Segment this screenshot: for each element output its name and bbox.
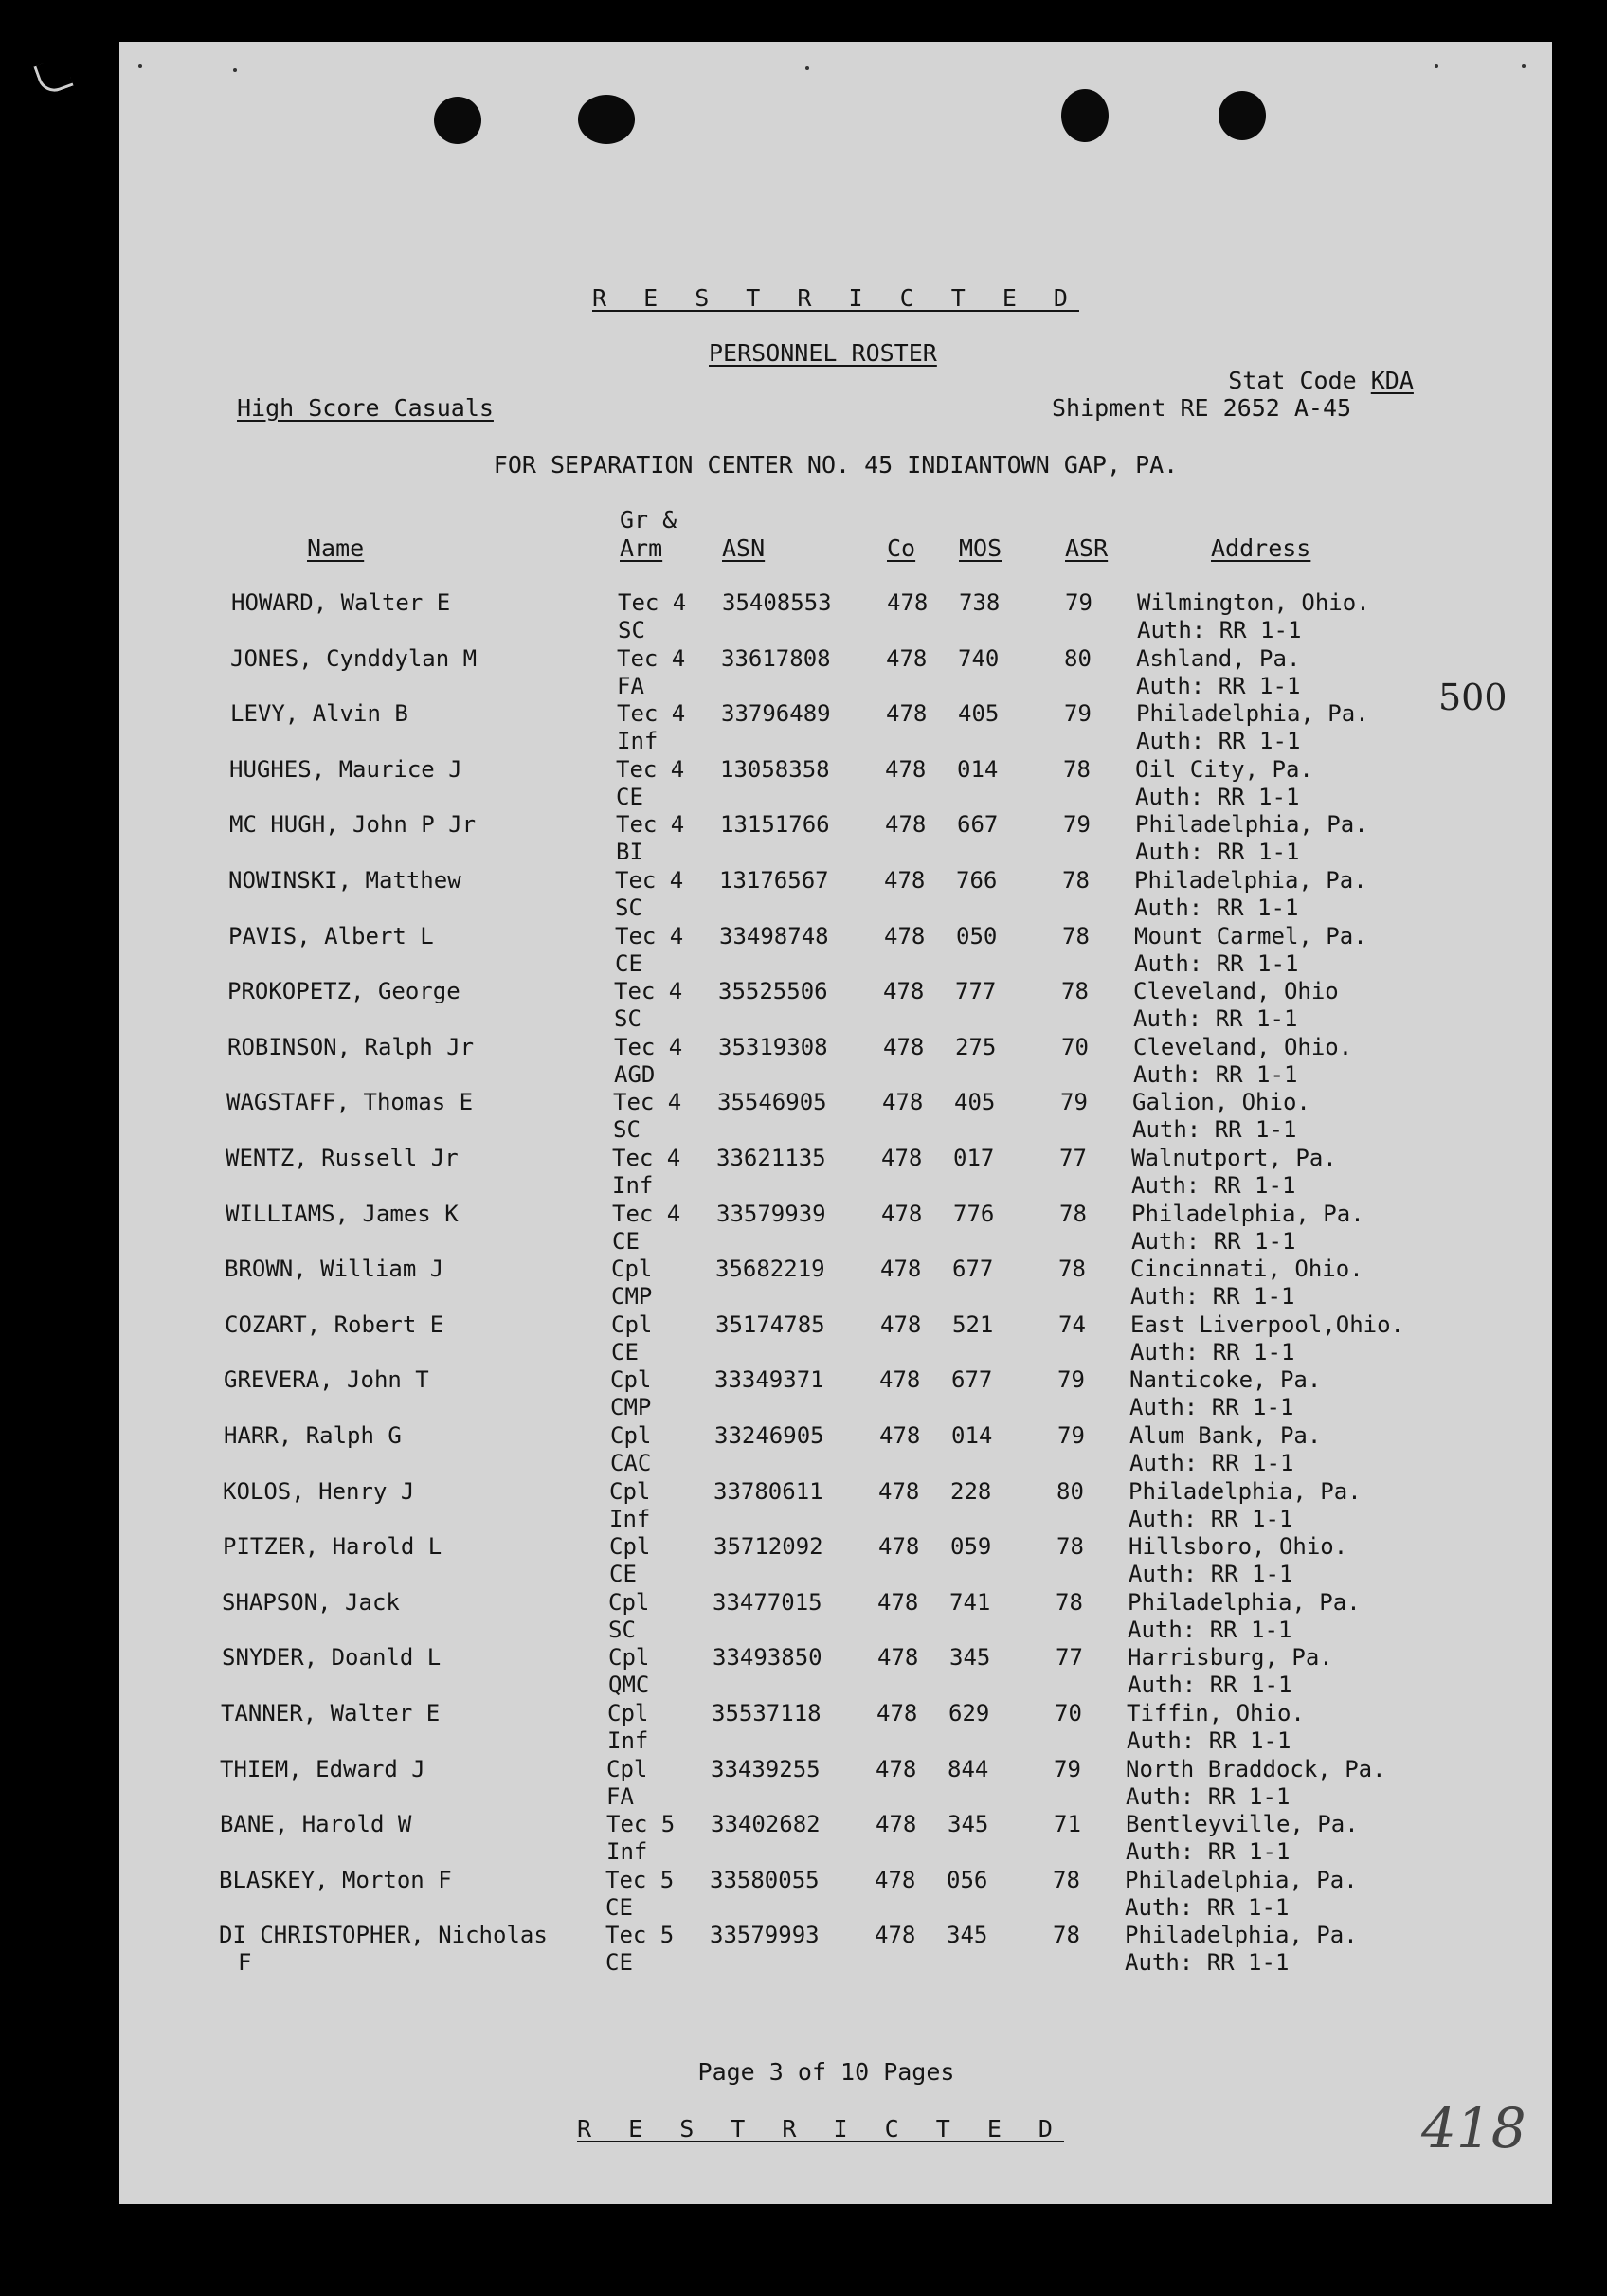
row-auth: Auth: RR 1-1 <box>1131 1172 1296 1199</box>
row-auth: Auth: RR 1-1 <box>1134 949 1299 977</box>
row-mos: 017 <box>953 1145 995 1171</box>
row-co: 478 <box>878 1477 920 1505</box>
row-mos: 766 <box>956 867 998 894</box>
row-address: Cleveland, Ohio <box>1133 978 1339 1005</box>
col-address: Address <box>1211 534 1311 562</box>
row-name: MC HUGH, John P Jr <box>229 811 477 839</box>
row-asr: 80 <box>1064 644 1092 672</box>
destination-line: FOR SEPARATION CENTER NO. 45 INDIANTOWN GAP, PA. <box>493 451 1179 479</box>
row-asn: 33498748 <box>719 922 829 949</box>
row-auth: Auth: RR 1-1 <box>1129 1505 1293 1532</box>
row-arm: FA <box>617 672 644 699</box>
row-address: East Liverpool,Ohio. <box>1130 1311 1404 1338</box>
row-asr: 71 <box>1054 1811 1081 1838</box>
row-address: Cleveland, Ohio. <box>1133 1033 1353 1060</box>
row-auth: Auth: RR 1-1 <box>1133 1060 1298 1088</box>
row-asr: 78 <box>1062 867 1090 894</box>
row-grade: Tec 4 <box>614 1033 683 1060</box>
row-address: Alum Bank, Pa. <box>1129 1422 1322 1449</box>
row-grade: Cpl <box>609 1533 651 1561</box>
row-asn: 35174785 <box>715 1311 825 1338</box>
row-name: THIEM, Edward J <box>220 1755 425 1782</box>
table-row <box>119 1422 1552 1477</box>
row-asr: 79 <box>1054 1755 1081 1782</box>
row-grade: Cpl <box>610 1366 652 1394</box>
stamped-number: 500 <box>1438 677 1508 718</box>
col-asr: ASR <box>1065 534 1109 562</box>
row-co: 478 <box>880 1256 922 1283</box>
paper-speck <box>138 64 142 68</box>
row-arm: Inf <box>606 1838 648 1866</box>
roster-title: PERSONNEL ROSTER <box>709 339 937 367</box>
row-co: 478 <box>884 867 926 894</box>
row-asn: 33402682 <box>711 1811 821 1838</box>
row-name: KOLOS, Henry J <box>223 1477 415 1505</box>
table-row <box>119 978 1552 1033</box>
row-co: 478 <box>881 1200 923 1227</box>
row-asr: 79 <box>1060 1089 1088 1116</box>
row-co: 478 <box>886 700 928 728</box>
roster-page <box>119 42 1552 2204</box>
row-grade: Tec 4 <box>615 922 684 949</box>
row-asr: 78 <box>1056 1588 1083 1616</box>
stat-code-label: Stat Code <box>1228 367 1357 394</box>
row-grade: Tec 4 <box>616 755 685 783</box>
row-auth: Auth: RR 1-1 <box>1128 1672 1292 1699</box>
row-address: Walnutport, Pa. <box>1131 1145 1337 1171</box>
row-address: Hillsboro, Ohio. <box>1129 1533 1348 1561</box>
row-arm: Inf <box>612 1172 654 1199</box>
row-name-continued: F <box>238 1949 252 1977</box>
table-row <box>119 1366 1552 1421</box>
row-mos: 275 <box>955 1033 997 1060</box>
row-mos: 740 <box>958 644 1000 672</box>
row-asr: 78 <box>1056 1533 1084 1561</box>
row-arm: SC <box>613 1116 641 1144</box>
row-asr: 77 <box>1059 1145 1087 1171</box>
row-asr: 78 <box>1053 1922 1080 1949</box>
row-address: Philadelphia, Pa. <box>1125 1922 1358 1949</box>
row-grade: Tec 5 <box>605 1922 675 1949</box>
row-asn: 35408553 <box>722 589 832 616</box>
punch-hole <box>434 97 481 144</box>
page-indicator: Page 3 of 10 Pages <box>697 2058 955 2086</box>
row-mos: 345 <box>949 1644 991 1672</box>
table-row <box>119 700 1552 755</box>
row-auth: Auth: RR 1-1 <box>1126 1838 1291 1866</box>
row-co: 478 <box>875 1922 916 1949</box>
row-co: 478 <box>881 1145 923 1171</box>
row-mos: 844 <box>948 1755 989 1782</box>
row-name: BANE, Harold W <box>220 1811 412 1838</box>
row-co: 478 <box>883 1033 925 1060</box>
row-auth: Auth: RR 1-1 <box>1127 1727 1291 1754</box>
row-asn: 35712092 <box>713 1533 823 1561</box>
row-grade: Cpl <box>608 1588 650 1616</box>
row-asr: 70 <box>1061 1033 1089 1060</box>
row-auth: Auth: RR 1-1 <box>1134 895 1299 921</box>
row-grade: Tec 4 <box>615 867 684 894</box>
row-mos: 741 <box>949 1588 991 1616</box>
row-auth: Auth: RR 1-1 <box>1137 617 1302 643</box>
row-co: 478 <box>880 1311 922 1338</box>
row-name: WAGSTAFF, Thomas E <box>226 1089 474 1116</box>
table-row <box>119 1756 1552 1811</box>
stat-code-value: KDA <box>1370 367 1414 394</box>
table-row <box>119 1589 1552 1644</box>
row-grade: Tec 4 <box>612 1145 681 1171</box>
row-auth: Auth: RR 1-1 <box>1130 1283 1295 1311</box>
row-address: Philadelphia, Pa. <box>1128 1588 1361 1616</box>
row-name: COZART, Robert E <box>225 1311 444 1338</box>
row-mos: 056 <box>947 1866 988 1893</box>
table-row <box>119 1089 1552 1144</box>
row-address: Oil City, Pa. <box>1135 755 1313 783</box>
row-name: SHAPSON, Jack <box>222 1588 400 1616</box>
row-asn: 35525506 <box>718 978 828 1005</box>
row-co: 478 <box>879 1422 921 1449</box>
row-arm: SC <box>614 1005 641 1033</box>
row-grade: Tec 4 <box>613 1089 682 1116</box>
table-row <box>119 1311 1552 1366</box>
paper-speck <box>1435 64 1438 68</box>
row-co: 478 <box>877 1588 919 1616</box>
row-arm: AGD <box>614 1060 656 1088</box>
row-address: Philadelphia, Pa. <box>1134 867 1367 894</box>
col-name: Name <box>307 534 365 562</box>
row-mos: 405 <box>954 1089 996 1116</box>
row-co: 478 <box>884 922 926 949</box>
table-row <box>119 1478 1552 1533</box>
row-name: LEVY, Alvin B <box>230 700 408 728</box>
row-asn: 35537118 <box>712 1700 822 1727</box>
row-co: 478 <box>876 1755 917 1782</box>
row-arm: SC <box>615 895 642 921</box>
row-asr: 70 <box>1055 1700 1082 1727</box>
row-address: Philadelphia, Pa. <box>1136 700 1369 728</box>
row-asn: 13151766 <box>720 811 830 839</box>
row-name: PAVIS, Albert L <box>228 922 434 949</box>
row-address: Ashland, Pa. <box>1136 644 1301 672</box>
row-asn: 33796489 <box>721 700 831 728</box>
row-address: Galion, Ohio. <box>1132 1089 1310 1116</box>
table-row <box>119 756 1552 811</box>
row-co: 478 <box>887 589 929 616</box>
row-name: WILLIAMS, James K <box>226 1200 459 1227</box>
row-name: BROWN, William J <box>225 1256 444 1283</box>
row-grade: Cpl <box>610 1422 652 1449</box>
row-address: Philadelphia, Pa. <box>1125 1866 1358 1893</box>
row-grade: Tec 4 <box>617 700 686 728</box>
row-asn: 33621135 <box>716 1145 826 1171</box>
row-auth: Auth: RR 1-1 <box>1132 1116 1297 1144</box>
group-label: High Score Casuals <box>237 394 494 422</box>
row-asr: 77 <box>1056 1644 1083 1672</box>
row-name: NOWINSKI, Matthew <box>228 867 461 894</box>
row-arm: CE <box>615 949 642 977</box>
row-asr: 78 <box>1061 978 1089 1005</box>
row-asr: 80 <box>1056 1477 1084 1505</box>
row-address: Philadelphia, Pa. <box>1131 1200 1364 1227</box>
row-mos: 777 <box>955 978 997 1005</box>
row-mos: 677 <box>952 1256 994 1283</box>
row-arm: CE <box>605 1949 633 1977</box>
row-asr: 79 <box>1063 811 1091 839</box>
row-grade: Cpl <box>609 1477 651 1505</box>
row-mos: 677 <box>951 1366 993 1394</box>
table-row <box>119 1922 1552 1977</box>
row-mos: 629 <box>948 1700 990 1727</box>
row-co: 478 <box>876 1700 918 1727</box>
row-asr: 78 <box>1063 755 1091 783</box>
row-asn: 35546905 <box>717 1089 827 1116</box>
row-address: Wilmington, Ohio. <box>1137 589 1370 616</box>
row-grade: Cpl <box>608 1644 650 1672</box>
col-asn: ASN <box>722 534 766 562</box>
row-grade: Tec 4 <box>616 811 685 839</box>
row-address: Bentleyville, Pa. <box>1126 1811 1359 1838</box>
row-auth: Auth: RR 1-1 <box>1136 672 1301 699</box>
row-grade: Tec 5 <box>606 1811 676 1838</box>
row-arm: CE <box>609 1561 637 1588</box>
row-asn: 33439255 <box>711 1755 821 1782</box>
row-arm: Inf <box>617 728 659 755</box>
row-name: BLASKEY, Morton F <box>219 1866 452 1893</box>
row-mos: 014 <box>951 1422 993 1449</box>
row-name: HOWARD, Walter E <box>231 589 451 616</box>
row-auth: Auth: RR 1-1 <box>1128 1616 1292 1643</box>
table-row <box>119 589 1552 644</box>
punch-hole <box>1219 91 1266 140</box>
row-asn: 33246905 <box>714 1422 824 1449</box>
row-grade: Cpl <box>611 1256 653 1283</box>
table-row <box>119 1867 1552 1922</box>
row-mos: 776 <box>953 1200 995 1227</box>
row-asn: 33493850 <box>713 1644 822 1672</box>
row-name: GREVERA, John T <box>224 1366 429 1394</box>
row-auth: Auth: RR 1-1 <box>1135 783 1300 810</box>
row-asn: 33349371 <box>714 1366 824 1394</box>
row-arm: CAC <box>610 1450 652 1476</box>
row-asr: 79 <box>1064 700 1092 728</box>
row-arm: SC <box>618 617 645 643</box>
paper-speck <box>233 68 237 72</box>
row-name: SNYDER, Doanld L <box>222 1644 442 1672</box>
row-arm: Inf <box>607 1727 649 1754</box>
row-auth: Auth: RR 1-1 <box>1129 1561 1293 1588</box>
row-arm: CE <box>612 1227 640 1255</box>
classification-header: R E S T R I C T E D <box>592 284 1079 312</box>
col-grade-bottom: Arm <box>620 534 663 562</box>
row-co: 478 <box>875 1866 916 1893</box>
row-auth: Auth: RR 1-1 <box>1129 1394 1294 1421</box>
row-co: 478 <box>883 978 925 1005</box>
row-address: Harrisburg, Pa. <box>1128 1644 1333 1672</box>
row-co: 478 <box>877 1644 919 1672</box>
table-row <box>119 645 1552 700</box>
row-asr: 78 <box>1062 922 1090 949</box>
row-co: 478 <box>885 811 927 839</box>
row-auth: Auth: RR 1-1 <box>1131 1227 1296 1255</box>
table-row <box>119 1034 1552 1089</box>
row-name: HARR, Ralph G <box>224 1422 402 1449</box>
paper-speck <box>1522 64 1526 68</box>
row-mos: 521 <box>952 1311 994 1338</box>
table-row <box>119 1201 1552 1256</box>
col-grade-top: Gr & <box>620 506 677 533</box>
row-mos: 014 <box>957 755 999 783</box>
row-address: Philadelphia, Pa. <box>1129 1477 1362 1505</box>
row-arm: QMC <box>608 1672 650 1699</box>
row-asn: 33617808 <box>721 644 831 672</box>
row-co: 478 <box>876 1811 917 1838</box>
row-name: WENTZ, Russell Jr <box>226 1145 459 1171</box>
table-row <box>119 811 1552 866</box>
row-mos: 667 <box>957 811 999 839</box>
row-mos: 059 <box>950 1533 992 1561</box>
row-address: Nanticoke, Pa. <box>1129 1366 1322 1394</box>
row-grade: Cpl <box>611 1311 653 1338</box>
row-address: Philadelphia, Pa. <box>1135 811 1368 839</box>
col-mos: MOS <box>959 534 1002 562</box>
row-asr: 79 <box>1065 589 1092 616</box>
row-auth: Auth: RR 1-1 <box>1125 1893 1290 1921</box>
row-grade: Tec 4 <box>614 978 683 1005</box>
table-row <box>119 923 1552 978</box>
row-asn: 13058358 <box>720 755 830 783</box>
row-asr: 78 <box>1058 1256 1086 1283</box>
row-arm: CMP <box>611 1283 653 1311</box>
row-auth: Auth: RR 1-1 <box>1130 1338 1295 1365</box>
row-asr: 78 <box>1053 1866 1080 1893</box>
row-co: 478 <box>879 1366 921 1394</box>
classification-footer: R E S T R I C T E D <box>577 2115 1064 2142</box>
table-row <box>119 1644 1552 1699</box>
row-asn: 33580055 <box>710 1866 820 1893</box>
punch-hole <box>578 95 635 144</box>
row-name: PROKOPETZ, George <box>227 978 460 1005</box>
row-mos: 738 <box>959 589 1001 616</box>
row-auth: Auth: RR 1-1 <box>1126 1782 1291 1810</box>
punch-hole <box>1061 89 1109 142</box>
row-arm: SC <box>608 1616 636 1643</box>
row-asn: 33477015 <box>713 1588 822 1616</box>
row-grade: Tec 4 <box>617 644 686 672</box>
row-arm: CMP <box>610 1394 652 1421</box>
table-row <box>119 1533 1552 1588</box>
row-asn: 35682219 <box>715 1256 825 1283</box>
row-asr: 78 <box>1059 1200 1087 1227</box>
table-row <box>119 1145 1552 1200</box>
row-auth: Auth: RR 1-1 <box>1135 839 1300 866</box>
row-grade: Tec 5 <box>605 1866 675 1893</box>
row-auth: Auth: RR 1-1 <box>1133 1005 1298 1033</box>
row-asn: 33579939 <box>716 1200 826 1227</box>
row-asr: 79 <box>1057 1366 1085 1394</box>
row-arm: CE <box>611 1338 639 1365</box>
row-asr: 74 <box>1058 1311 1086 1338</box>
row-name: PITZER, Harold L <box>223 1533 442 1561</box>
row-mos: 345 <box>948 1811 989 1838</box>
row-grade: Cpl <box>607 1700 649 1727</box>
row-auth: Auth: RR 1-1 <box>1129 1450 1294 1476</box>
row-co: 478 <box>882 1089 924 1116</box>
row-co: 478 <box>885 755 927 783</box>
row-auth: Auth: RR 1-1 <box>1125 1949 1290 1977</box>
row-arm: CE <box>616 783 643 810</box>
shipment-label: Shipment RE 2652 A-45 <box>1052 394 1352 422</box>
row-auth: Auth: RR 1-1 <box>1136 728 1301 755</box>
row-mos: 050 <box>956 922 998 949</box>
row-address: North Braddock, Pa. <box>1126 1755 1386 1782</box>
table-row <box>119 1811 1552 1866</box>
col-co: Co <box>887 534 916 562</box>
row-mos: 228 <box>950 1477 992 1505</box>
row-arm: BI <box>616 839 643 866</box>
corner-crop-mark <box>33 56 73 96</box>
paper-speck <box>805 66 809 70</box>
handwritten-page-number: 418 <box>1421 2096 1526 2160</box>
row-grade: Tec 4 <box>618 589 687 616</box>
row-co: 478 <box>886 644 928 672</box>
row-name: JONES, Cynddylan M <box>230 644 478 672</box>
row-name: ROBINSON, Ralph Jr <box>227 1033 475 1060</box>
row-asn: 33579993 <box>710 1922 820 1949</box>
row-asr: 79 <box>1057 1422 1085 1449</box>
row-grade: Cpl <box>606 1755 648 1782</box>
row-address: Mount Carmel, Pa. <box>1134 922 1367 949</box>
row-asn: 35319308 <box>718 1033 828 1060</box>
row-arm: Inf <box>609 1505 651 1532</box>
table-row <box>119 867 1552 922</box>
row-mos: 345 <box>947 1922 988 1949</box>
row-name: HUGHES, Maurice J <box>229 755 462 783</box>
table-row <box>119 1256 1552 1311</box>
row-asn: 13176567 <box>719 867 829 894</box>
row-arm: CE <box>605 1893 633 1921</box>
row-mos: 405 <box>958 700 1000 728</box>
row-arm: FA <box>606 1782 634 1810</box>
row-grade: Tec 4 <box>612 1200 681 1227</box>
row-name: DI CHRISTOPHER, Nicholas <box>219 1922 548 1949</box>
row-asn: 33780611 <box>713 1477 823 1505</box>
row-address: Cincinnati, Ohio. <box>1130 1256 1363 1283</box>
row-co: 478 <box>878 1533 920 1561</box>
row-name: TANNER, Walter E <box>221 1700 441 1727</box>
table-row <box>119 1700 1552 1755</box>
row-address: Tiffin, Ohio. <box>1127 1700 1305 1727</box>
